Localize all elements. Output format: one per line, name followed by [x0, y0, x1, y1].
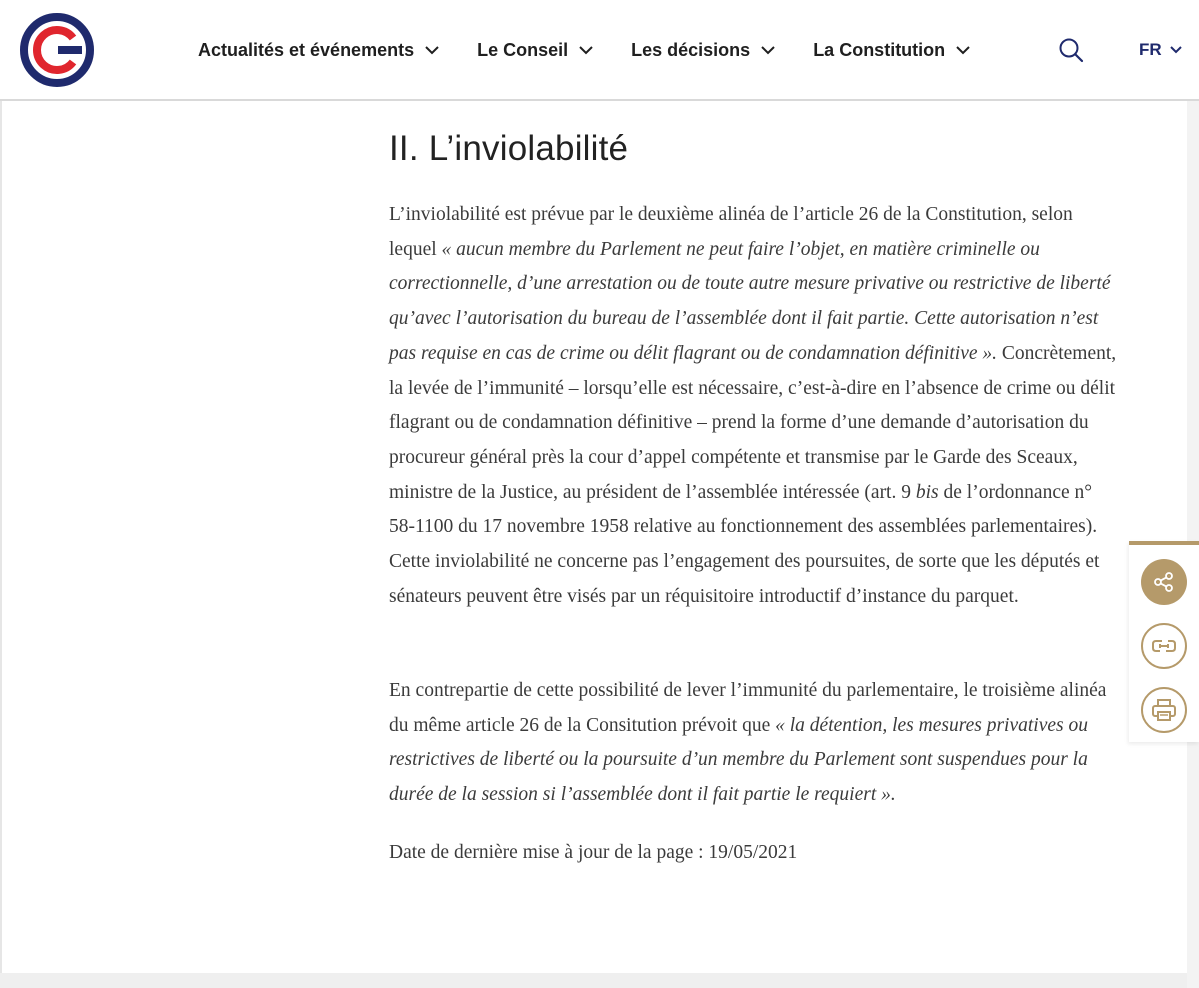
share-button[interactable]: [1141, 559, 1187, 605]
article-content: [389, 128, 1119, 863]
nav-item-la-constitution[interactable]: [813, 40, 970, 61]
nav-item-actualites[interactable]: [198, 40, 439, 61]
chevron-down-icon: [761, 46, 775, 55]
paragraph-inviolabilite: [389, 198, 1119, 614]
print-button[interactable]: [1141, 687, 1187, 733]
nav-item-label: Actualités et événements: [198, 39, 415, 60]
footer-edge: [0, 973, 1187, 988]
text-run: de l’ordonnance n° 58-1100 du 17 novembre 1958 relative au fonctionnement des assemblées parlementaires). Cette inviolabilité ne concerne pas l’engagement des poursuites, de sorte que les députés et sénateurs peuvent être visés par un réquisitoire introductif d’instance du parquet.: [389, 481, 1100, 607]
page-tools: [1129, 541, 1199, 742]
nav-item-les-decisions[interactable]: [631, 40, 775, 61]
quote-article-26-al3: « la détention, les mesures privatives ou restrictives de liberté ou la poursuite d’un membre du Parlement sont suspendues pour la durée de la session si l’assemblée dont il fait partie le requiert ».: [389, 714, 1088, 806]
nav-item-label: Les décisions: [631, 39, 751, 60]
paragraph-contrepartie: [389, 674, 1119, 813]
print-icon: [1151, 698, 1177, 722]
text-run: L’inviolabilité est prévue par le deuxième alinéa de l’article 26 de la Constitution, selon lequel: [389, 204, 1073, 260]
last-updated-date: Date de dernière mise à jour de la page : 19/05/2021: [389, 842, 798, 863]
search-icon[interactable]: [1058, 37, 1084, 63]
site-header: [0, 0, 1199, 101]
share-icon: [1152, 570, 1176, 594]
chevron-down-icon: [425, 46, 439, 55]
language-selector[interactable]: [1139, 40, 1182, 60]
text-run: Concrètement, la levée de l’immunité – lorsqu’elle est nécessaire, c’est-à-dire en l’absence de crime ou délit flagrant ou de condamnation définitive – prend la forme d’une demande d’autorisation du procureur général près la cour d’appel compétente et transmise par le Garde des Sceaux, ministre de la Justice, au président de l’assemblée intéressée (art. 9: [389, 342, 1117, 503]
nav-item-le-conseil[interactable]: [477, 40, 593, 61]
chevron-down-icon: [579, 46, 593, 55]
quote-article-26-al2: « aucun membre du Parlement ne peut faire l’objet, en matière criminelle ou correctionnelle, d’une arrestation ou de toute autre mesure privative ou restrictive de liberté qu’avec l’autorisation du bureau de l’assemblée dont il fait partie. Cette autorisation n’est pas requise en cas de crime ou délit flagrant ou de condamnation définitive ».: [389, 238, 1111, 364]
language-label: FR: [1139, 40, 1162, 59]
text-run-bis: bis: [915, 481, 939, 503]
link-icon: [1151, 635, 1177, 657]
text-run: En contrepartie de cette possibilité de lever l’immunité du parlementaire, le troisième alinéa du même article 26 de la Consitution prévoit que: [389, 680, 1107, 736]
site-logo[interactable]: [20, 13, 94, 87]
section-heading: II. L’inviolabilité: [389, 129, 629, 168]
chevron-down-icon: [1170, 46, 1182, 54]
main-nav: [198, 36, 1008, 64]
chevron-down-icon: [956, 46, 970, 55]
nav-item-label: Le Conseil: [477, 39, 569, 60]
nav-item-label: La Constitution: [813, 39, 946, 60]
copy-link-button[interactable]: [1141, 623, 1187, 669]
